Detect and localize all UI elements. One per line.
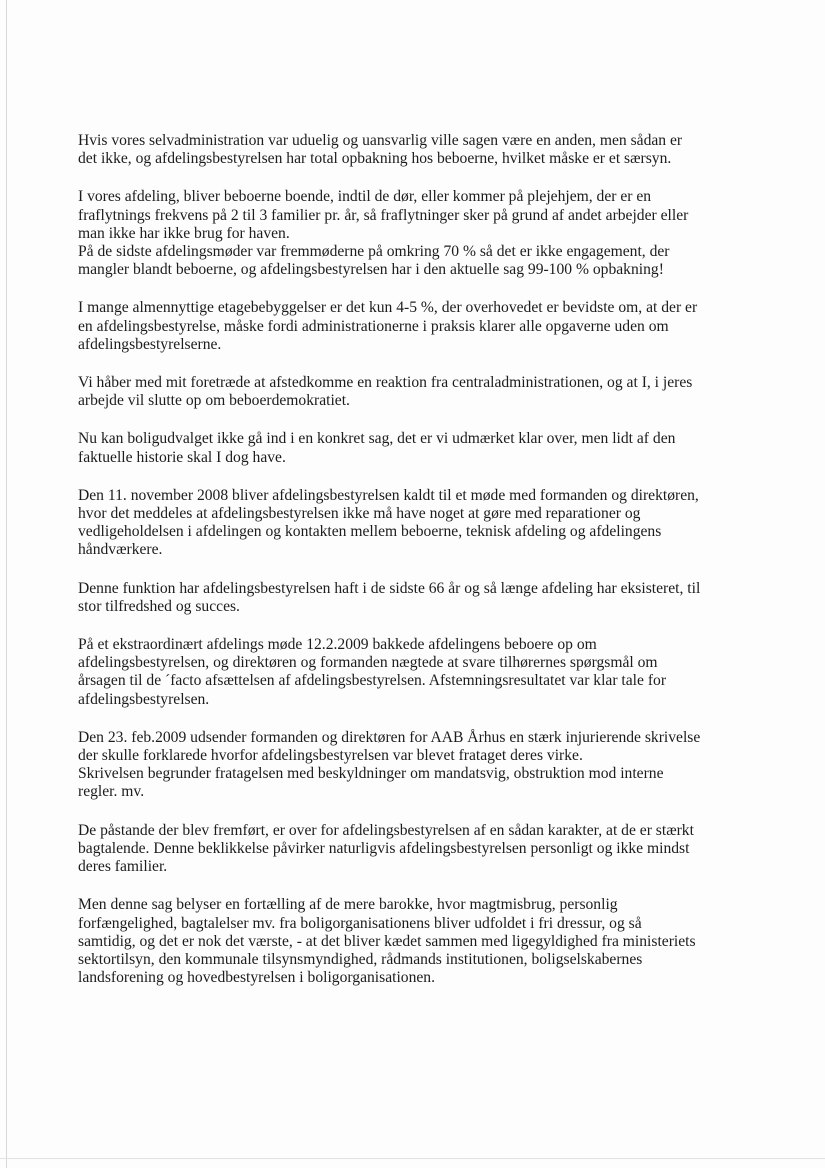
text-line: Vi håber med mit foretræde at afstedkomme en reaktion fra centraladministrationen, og at I, i jeres [78, 374, 693, 392]
text-line: hvor det meddeles at afdelingsbestyrelsen ikke må have noget at gøre med reparationer og [78, 505, 641, 523]
paragraph [78, 299, 743, 354]
scan-edge-bottom [0, 1158, 825, 1159]
document-body [78, 132, 743, 1007]
text-line: Hvis vores selvadministration var uduelig og uansvarlig ville sagen være en anden, men sådan er [78, 132, 683, 149]
paragraph [78, 188, 743, 279]
text-line: På et ekstraordinært afdelings møde 12.2.2009 bakkede afdelingens beboere op om [78, 636, 597, 654]
paragraph [78, 822, 743, 877]
text-line: Den 11. november 2008 bliver afdelingsbestyrelsen kaldt til et møde med formanden og direktøren, [78, 486, 699, 504]
text-line: deres familier. [78, 858, 168, 876]
paragraph [78, 132, 743, 168]
text-line: vedligeholdelsen i afdelingen og kontakten mellem beboerne, teknisk afdeling og afdelingens [78, 523, 662, 541]
text-line: mangler blandt beboerne, og afdelingsbestyrelsen har i den aktuelle sag 99-100 % opbakning! [78, 261, 664, 279]
text-line: årsagen til de ´facto afsættelsen af afdelingsbestyrelsen. Afstemningsresultatet var klar tale for [78, 672, 667, 690]
paragraph [78, 896, 743, 987]
text-line: afdelingsbestyrelserne. [78, 335, 222, 353]
text-line: man ikke har ikke brug for haven. [78, 224, 290, 242]
text-line: det ikke, og afdelingsbestyrelsen har total opbakning hos beboerne, hvilket måske er et særsyn. [78, 150, 672, 168]
text-line: Denne funktion har afdelingsbestyrelsen haft i de sidste 66 år og så længe afdeling har eksisteret, til [78, 579, 701, 597]
paragraph [78, 430, 743, 466]
text-line: sektortilsyn, den kommunale tilsynsmyndighed, rådmands institutionen, boligselskabernes [78, 950, 643, 968]
text-line: fraflytnings frekvens på 2 til 3 familier pr. år, så fraflytninger sker på grund af andet arbejder eller [78, 206, 689, 224]
text-line: afdelingsbestyrelsen. [78, 690, 210, 708]
text-line: en afdelingsbestyrelse, måske fordi administrationerne i praksis klarer alle opgaverne uden om [78, 317, 669, 335]
text-line: faktuelle historie skal I dog have. [78, 448, 286, 466]
paragraph [78, 580, 743, 616]
text-line: regler. mv. [78, 783, 145, 801]
text-line: I vores afdeling, bliver beboerne boende, indtil de dør, eller kommer på plejehjem, der er en [78, 188, 652, 206]
paragraph [78, 374, 743, 410]
paragraph [78, 729, 743, 802]
text-line: Men denne sag belyser en fortælling af de mere barokke, hvor magtmisbrug, personlig [78, 896, 618, 914]
text-line: Nu kan boligudvalget ikke gå ind i en konkret sag, det er vi udmærket klar over, men lidt af den [78, 430, 676, 448]
text-line: stor tilfredshed og succes. [78, 597, 240, 615]
text-line: landsforening og hovedbestyrelsen i boligorganisationen. [78, 969, 435, 987]
paragraph [78, 636, 743, 709]
text-line: forfængelighed, bagtalelser mv. fra boligorganisationens bliver udfoldet i fri dressur, og så [78, 914, 642, 932]
text-line: De påstande der blev fremført, er over for afdelingsbestyrelsen af en sådan karakter, at de er stærkt [78, 821, 694, 839]
text-line: Skrivelsen begrunder fratagelsen med beskyldninger om mandatsvig, obstruktion mod interne [78, 765, 664, 783]
text-line: I mange almennyttige etagebebyggelser er det kun 4-5 %, der overhovedet er bevidste om, at der er [78, 299, 698, 317]
text-line: På de sidste afdelingsmøder var fremmøderne på omkring 70 % så det er ikke engagement, der [78, 243, 670, 261]
text-line: samtidig, og det er nok det værste, - at det bliver kædet sammen med ligegyldighed fra ministeriets [78, 932, 696, 950]
paragraph [78, 487, 743, 560]
text-line: Den 23. feb.2009 udsender formanden og direktøren for AAB Århus en stærk injurierende skrivelse [78, 728, 701, 746]
text-line: arbejde vil slutte op om beboerdemokratiet. [78, 392, 350, 410]
text-line: bagtalende. Denne beklikkelse påvirker naturligvis afdelingsbestyrelsen personligt og ikke mindst [78, 839, 690, 857]
scan-edge-left [6, 0, 7, 1168]
text-line: afdelingsbestyrelsen, og direktøren og formanden nægtede at svare tilhørernes spørgsmål om [78, 654, 658, 672]
text-line: håndværkere. [78, 541, 163, 559]
text-line: der skulle forklarede hvorfor afdelingsbestyrelsen var blevet frataget deres virke. [78, 747, 583, 765]
